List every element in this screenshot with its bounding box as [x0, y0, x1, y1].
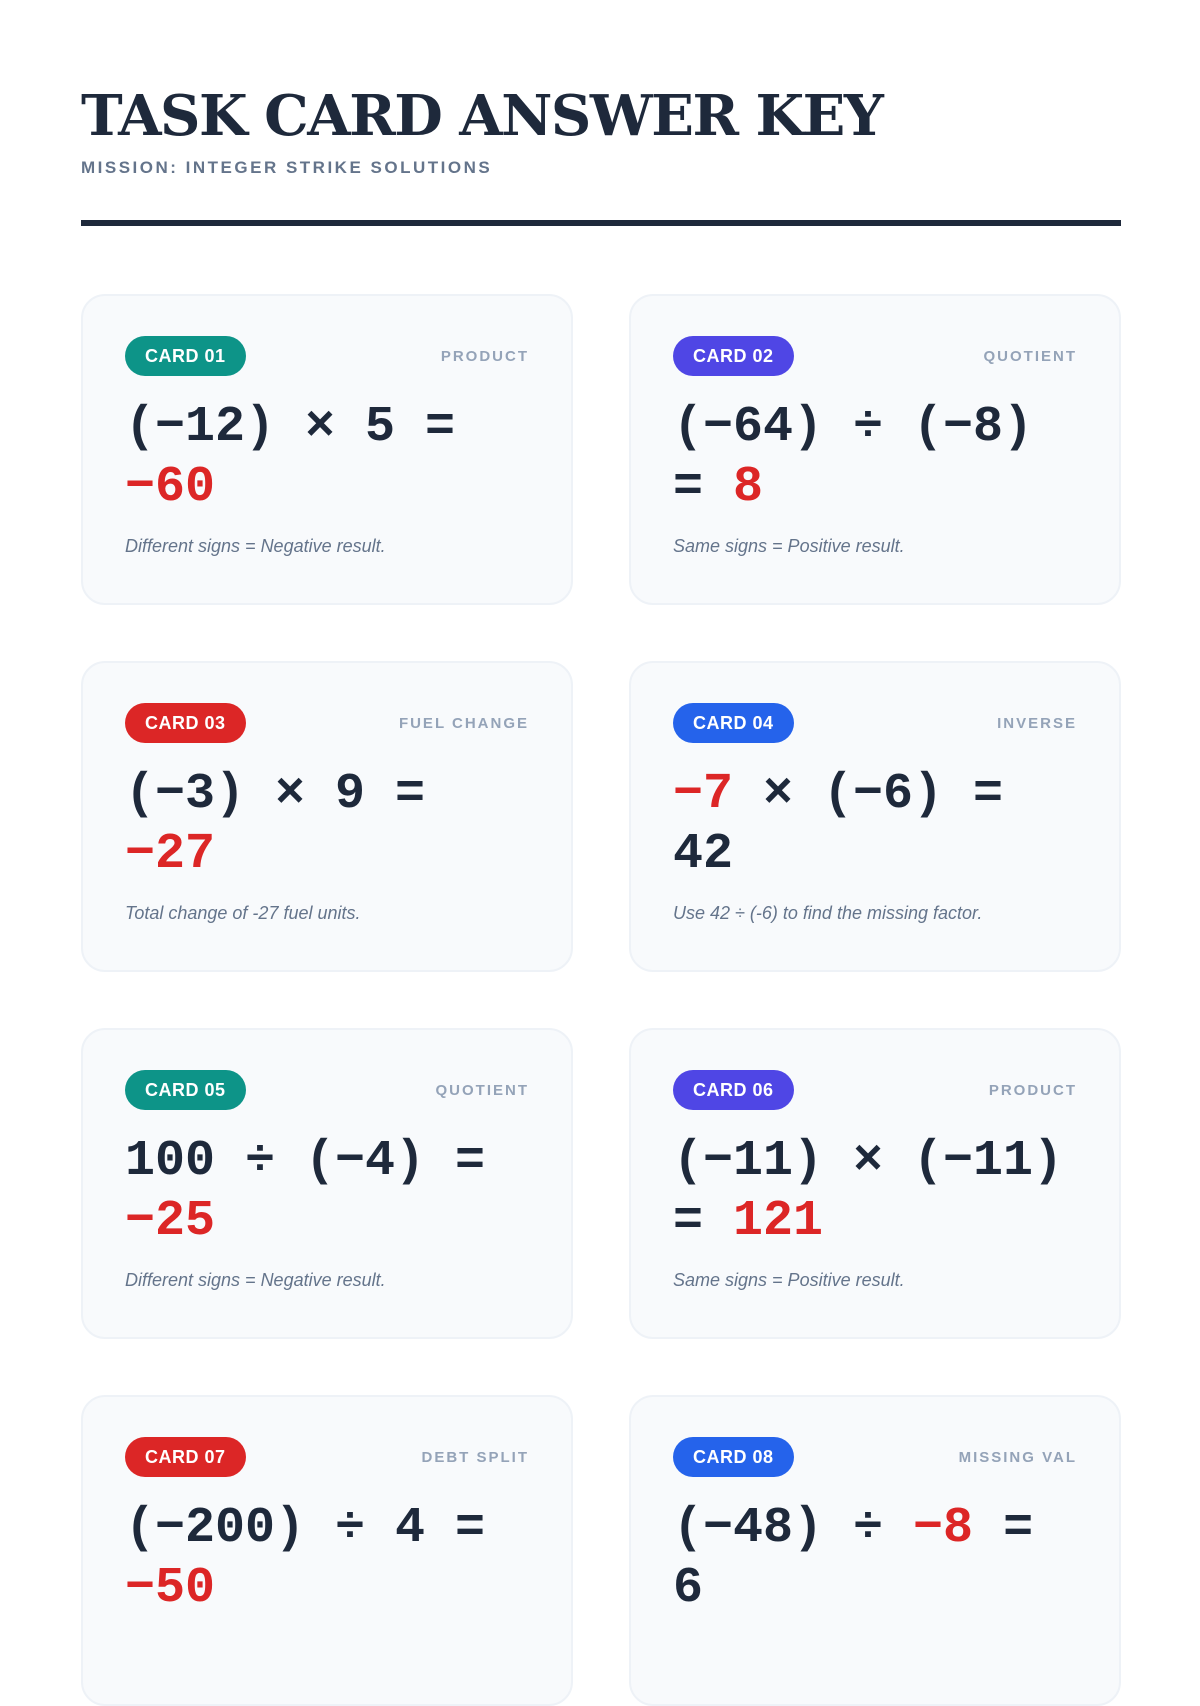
card-category-label: MISSING VAL: [958, 1448, 1077, 1466]
equation-text: × (−6) = 42: [673, 766, 1004, 883]
task-card: [81, 1028, 573, 1339]
task-card: [629, 1028, 1121, 1339]
card-header: [673, 703, 1077, 743]
card-category-label: PRODUCT: [440, 347, 529, 365]
task-card: [81, 661, 573, 972]
card-header: [673, 336, 1077, 376]
equation-answer: 8: [733, 459, 764, 516]
equation-text: (−11) × (−11) =: [673, 1133, 1064, 1250]
card-number-badge: CARD 08: [673, 1437, 794, 1477]
page-subtitle: MISSION: INTEGER STRIKE SOLUTIONS: [81, 158, 493, 177]
equation-text: = 6: [673, 1500, 1034, 1617]
card-number-badge: CARD 04: [673, 703, 794, 743]
equation-text: (−12) × 5 =: [125, 399, 456, 456]
card-number-badge: CARD 05: [125, 1070, 246, 1110]
card-number-badge: CARD 03: [125, 703, 246, 743]
card-header: [125, 336, 529, 376]
task-card: [629, 294, 1121, 605]
task-card: [629, 661, 1121, 972]
card-category-label: DEBT SPLIT: [421, 1448, 529, 1466]
task-card: [81, 1395, 573, 1706]
equation-answer: −60: [125, 459, 216, 516]
card-equation: [125, 1132, 529, 1252]
card-header: [125, 703, 529, 743]
card-equation: [673, 765, 1077, 885]
equation-text: (−64) ÷ (−8) =: [673, 399, 1034, 516]
card-header: [673, 1437, 1077, 1477]
card-number-badge: CARD 02: [673, 336, 794, 376]
card-category-label: QUOTIENT: [983, 347, 1077, 365]
card-explanation: Same signs = Positive result.: [673, 536, 905, 556]
card-number-badge: CARD 01: [125, 336, 246, 376]
card-header: [125, 1437, 529, 1477]
equation-text: (−48) ÷: [673, 1500, 914, 1557]
card-equation: [125, 1499, 529, 1619]
equation-text: (−3) × 9 =: [125, 766, 426, 823]
card-equation: [673, 1499, 1077, 1619]
task-card: [629, 1395, 1121, 1706]
card-equation: [125, 398, 529, 518]
card-number-badge: CARD 06: [673, 1070, 794, 1110]
card-category-label: FUEL CHANGE: [398, 714, 529, 732]
card-equation: [125, 765, 529, 885]
page-header: [81, 80, 1121, 178]
card-header: [125, 1070, 529, 1110]
card-explanation: Use 42 ÷ (-6) to find the missing factor.: [673, 903, 983, 923]
equation-answer: −25: [125, 1193, 216, 1250]
card-grid: [81, 294, 1121, 1706]
equation-answer: −27: [125, 826, 216, 883]
equation-answer: −50: [125, 1560, 216, 1617]
equation-answer: −7: [673, 766, 734, 823]
card-number-badge: CARD 07: [125, 1437, 246, 1477]
card-equation: [673, 1132, 1077, 1252]
card-category-label: PRODUCT: [988, 1081, 1077, 1099]
card-explanation: Different signs = Negative result.: [125, 1270, 386, 1290]
card-explanation: Different signs = Negative result.: [125, 536, 386, 556]
card-category-label: INVERSE: [997, 714, 1077, 732]
task-card: [81, 294, 573, 605]
card-equation: [673, 398, 1077, 518]
equation-text: 100 ÷ (−4) =: [125, 1133, 486, 1190]
equation-answer: −8: [913, 1500, 974, 1557]
card-header: [673, 1070, 1077, 1110]
equation-answer: 121: [733, 1193, 824, 1250]
page-title: TASK CARD ANSWER KEY: [81, 83, 883, 149]
header-divider: [81, 220, 1121, 226]
equation-text: (−200) ÷ 4 =: [125, 1500, 486, 1557]
card-explanation: Same signs = Positive result.: [673, 1270, 905, 1290]
card-category-label: QUOTIENT: [435, 1081, 529, 1099]
card-explanation: Total change of -27 fuel units.: [125, 903, 361, 923]
